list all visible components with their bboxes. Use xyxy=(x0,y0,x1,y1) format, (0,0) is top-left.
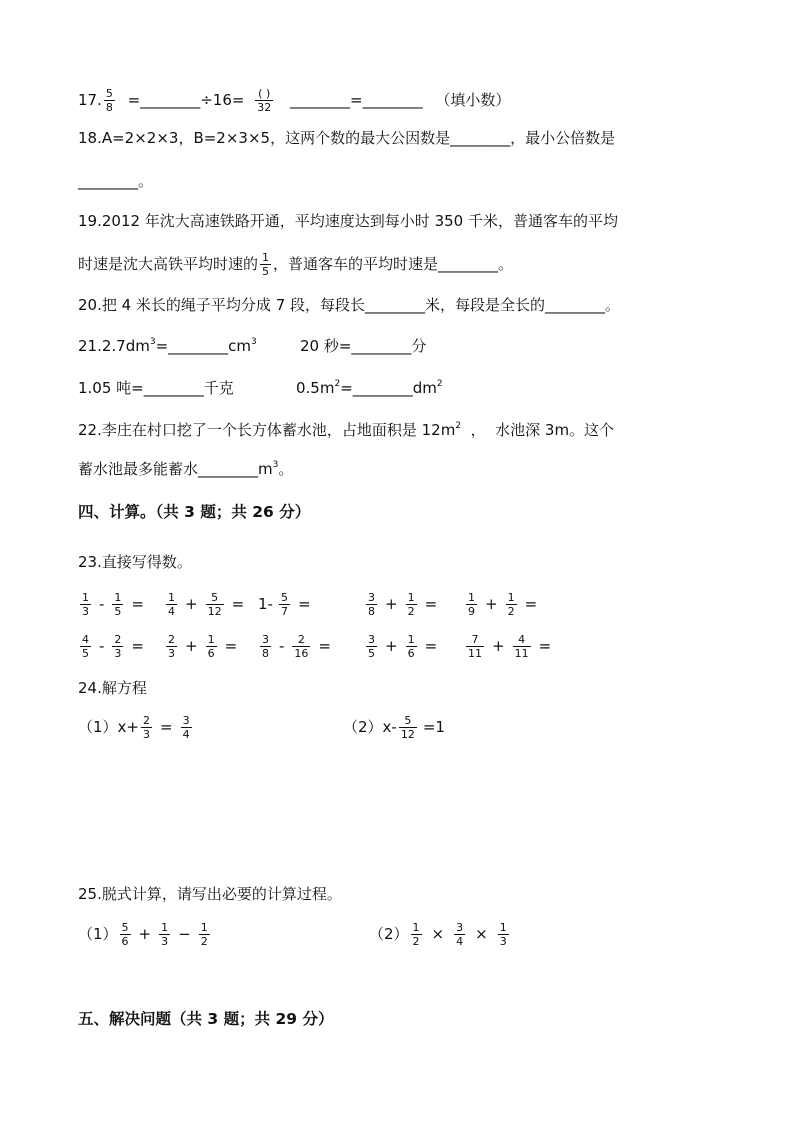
question-21-a: $21.2.7dm^3=\_\_\_\_\_\_\_\_cm^3$ xyxy=(78,337,257,355)
question-25-title: 25.脱式计算，请写出必要的计算过程。 xyxy=(78,885,342,903)
question-22-line2: 蓄水池最多能蓄水$\_\_\_\_\_\_\_\_m^3$。 xyxy=(78,460,294,478)
q23-item: $\frac{1}{4}$ + $\frac{5}{12}$ = xyxy=(168,591,245,618)
q17-fraction-2: $\frac{( )}{32}$ xyxy=(257,87,272,114)
section-5-title: 五、解决问题（共 3 题；共 29 分） xyxy=(78,1010,334,1028)
q17-equation: =________÷16= xyxy=(127,91,245,110)
q24-part-2: （2）x- $\frac{5}{12}$ =1 xyxy=(343,714,445,741)
fraction: $\frac{1}{9}$ xyxy=(468,591,475,618)
question-23-title: 23.直接写得数。 xyxy=(78,553,192,571)
q17-number: 17. xyxy=(78,91,102,110)
fraction: $\frac{3}{5}$ xyxy=(368,633,375,660)
question-21-c: 1.05 吨=________千克 xyxy=(78,379,234,397)
q23-item: $\frac{2}{3}$ + $\frac{1}{6}$ = xyxy=(168,633,238,660)
q17-note: （填小数） xyxy=(435,91,511,110)
question-17 xyxy=(78,88,510,113)
section-4-title: 四、计算。（共 3 题；共 26 分） xyxy=(78,503,311,521)
q25-part-1: （1） $\frac{5}{6}$ + $\frac{1}{3}$ − $\frac{1}{2}$ xyxy=(78,921,208,948)
question-19-line2: 时速是沈大高铁平均时速的 $\frac{1}{5}$ ，普通客车的平均时速是________。 xyxy=(78,251,514,278)
q24-part-1: （1）x+ $\frac{2}{3}$ = $\frac{3}{4}$ xyxy=(78,714,190,741)
question-20: 20.把 4 米长的绳子平均分成 7 段，每段长________米，每段是全长的________。 xyxy=(78,296,621,314)
fraction: $\frac{1}{6}$ xyxy=(207,633,215,660)
fraction: $\frac{4}{5}$ xyxy=(82,633,89,660)
fraction: $\frac{1}{5}$ xyxy=(114,591,122,618)
q17-fraction: $\frac{5}{8}$ xyxy=(105,87,113,114)
q23-item: $\frac{3}{5}$ + $\frac{1}{6}$ = xyxy=(368,633,438,660)
fraction: $\frac{5}{7}$ xyxy=(280,591,288,618)
fraction: $\frac{2}{3}$ xyxy=(114,633,122,660)
question-22-line1: 22.李庄在村口挖了一个长方体蓄水池，占地面积是 $12m^2$ ， 水池深 3m。这个 xyxy=(78,421,615,439)
fraction: $\frac{2}{16}$ xyxy=(294,633,309,660)
fraction: $\frac{1}{3}$ xyxy=(82,591,89,618)
question-18-line1: 18.A=2×2×3，B=2×3×5，这两个数的最大公因数是________，最小公倍数是 xyxy=(78,129,616,147)
fraction: $\frac{1}{6}$ xyxy=(407,633,415,660)
question-21-d: $0.5m^2=\_\_\_\_\_\_\_\_dm^2$ xyxy=(296,379,443,397)
fraction: $\frac{1}{2}$ xyxy=(507,591,515,618)
q23-item: $\frac{1}{3}$ - $\frac{1}{5}$ = xyxy=(82,591,144,618)
q23-item: $\frac{7}{11}$ + $\frac{4}{11}$ = xyxy=(468,633,552,660)
fraction: $\frac{4}{11}$ xyxy=(514,633,529,660)
q23-item: 1- $\frac{5}{7}$ = xyxy=(258,591,311,618)
fraction: $\frac{1}{2}$ xyxy=(407,591,415,618)
question-21-b: 20 秒=________分 xyxy=(300,337,427,355)
q23-item: $\frac{4}{5}$ - $\frac{2}{3}$ = xyxy=(82,633,144,660)
q23-item: $\frac{1}{9}$ + $\frac{1}{2}$ = xyxy=(468,591,538,618)
q19-fraction: $\frac{1}{5}$ xyxy=(262,251,270,278)
fraction: $\frac{1}{4}$ xyxy=(168,591,175,618)
fraction: $\frac{7}{11}$ xyxy=(468,633,482,660)
fraction: $\frac{2}{3}$ xyxy=(168,633,175,660)
question-24-title: 24.解方程 xyxy=(78,679,147,697)
question-19-line1: 19.2012 年沈大高速铁路开通，平均速度达到每小时 350 千米，普通客车的平均 xyxy=(78,212,618,230)
q17-blank: ________=________ xyxy=(290,91,423,110)
fraction: $\frac{3}{8}$ xyxy=(368,591,375,618)
q23-item: $\frac{3}{8}$ - $\frac{2}{16}$ = xyxy=(262,633,331,660)
fraction: $\frac{5}{12}$ xyxy=(207,591,222,618)
q25-part-2: （2） $\frac{1}{2}$ × $\frac{3}{4}$ × $\frac{1}{3}$ xyxy=(369,921,507,948)
question-18-line2: ________。 xyxy=(78,172,154,190)
fraction: $\frac{3}{8}$ xyxy=(262,633,269,660)
q23-item: $\frac{3}{8}$ + $\frac{1}{2}$ = xyxy=(368,591,438,618)
